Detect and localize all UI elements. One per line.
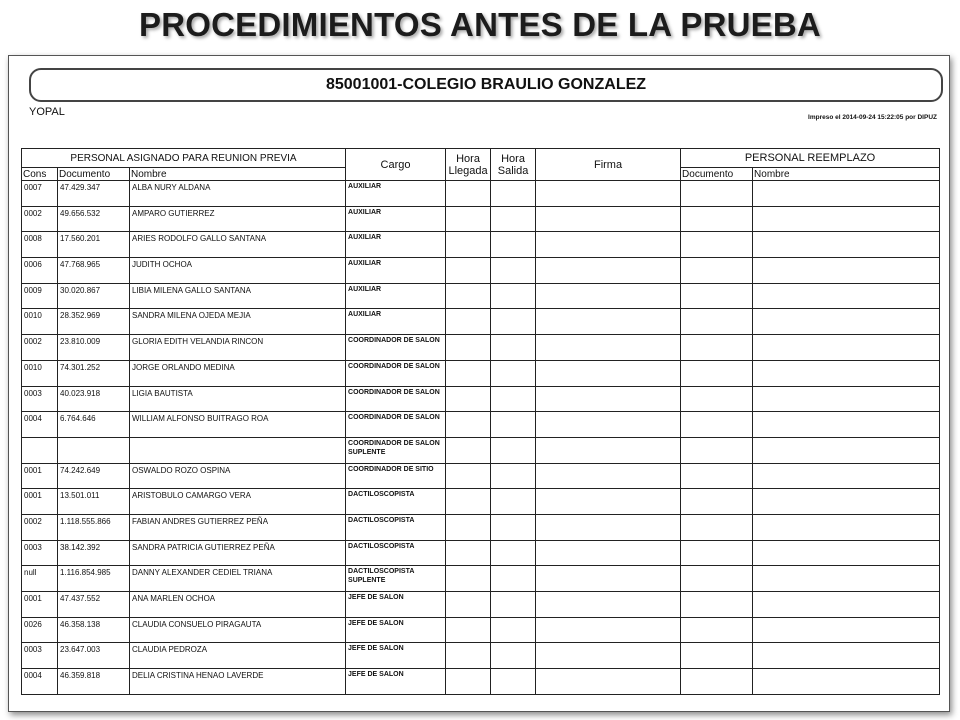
row-hora-salida [491, 463, 536, 489]
row-reemplazo-documento [681, 463, 753, 489]
row-reemplazo-nombre [753, 386, 940, 412]
row-firma [536, 232, 681, 258]
row-cons: 0010 [22, 309, 58, 335]
row-documento [58, 437, 130, 463]
row-cons: 0003 [22, 643, 58, 669]
school-name: 85001001-COLEGIO BRAULIO GONZALEZ [29, 68, 943, 102]
row-reemplazo-documento [681, 206, 753, 232]
row-firma [536, 669, 681, 695]
table-row [22, 412, 940, 438]
group-assigned-header: PERSONAL ASIGNADO PARA REUNION PREVIA [22, 149, 346, 168]
row-cons: 0002 [22, 206, 58, 232]
row-reemplazo-nombre [753, 258, 940, 284]
row-cargo: DACTILOSCOPISTA SUPLENTE [346, 566, 446, 592]
row-nombre: CLAUDIA CONSUELO PIRAGAUTA [130, 617, 346, 643]
row-reemplazo-documento [681, 232, 753, 258]
document-scan [8, 55, 950, 712]
table-row [22, 232, 940, 258]
row-nombre [130, 437, 346, 463]
row-hora-llegada [446, 643, 491, 669]
row-hora-salida [491, 514, 536, 540]
row-documento: 47.768.965 [58, 258, 130, 284]
row-hora-salida [491, 643, 536, 669]
cons-header: Cons [22, 168, 58, 181]
row-reemplazo-nombre [753, 643, 940, 669]
row-documento: 17.560.201 [58, 232, 130, 258]
row-cons: 0007 [22, 181, 58, 207]
row-cargo: JEFE DE SALON [346, 643, 446, 669]
row-reemplazo-documento [681, 386, 753, 412]
row-nombre: ARISTOBULO CAMARGO VERA [130, 489, 346, 515]
row-documento: 1.116.854.985 [58, 566, 130, 592]
row-documento: 46.358.138 [58, 617, 130, 643]
row-hora-salida [491, 437, 536, 463]
row-hora-salida [491, 592, 536, 618]
row-nombre: JUDITH OCHOA [130, 258, 346, 284]
table-row [22, 463, 940, 489]
row-reemplazo-documento [681, 360, 753, 386]
row-hora-llegada [446, 566, 491, 592]
row-reemplazo-nombre [753, 566, 940, 592]
row-reemplazo-documento [681, 181, 753, 207]
row-reemplazo-documento [681, 566, 753, 592]
table-row [22, 206, 940, 232]
row-firma [536, 412, 681, 438]
row-reemplazo-documento [681, 335, 753, 361]
row-cargo: COORDINADOR DE SALON [346, 412, 446, 438]
row-cargo: AUXILIAR [346, 283, 446, 309]
row-reemplazo-nombre [753, 540, 940, 566]
row-nombre: OSWALDO ROZO OSPINA [130, 463, 346, 489]
row-hora-llegada [446, 514, 491, 540]
row-reemplazo-documento [681, 309, 753, 335]
row-cargo: AUXILIAR [346, 258, 446, 284]
hora-salida-header: Hora Salida [491, 149, 536, 181]
row-cons [22, 437, 58, 463]
row-firma [536, 360, 681, 386]
row-reemplazo-documento [681, 258, 753, 284]
row-cargo: JEFE DE SALON [346, 617, 446, 643]
row-hora-salida [491, 309, 536, 335]
row-cargo: DACTILOSCOPISTA [346, 514, 446, 540]
row-documento: 23.647.003 [58, 643, 130, 669]
group-replacement-header: PERSONAL REEMPLAZO [681, 149, 940, 168]
row-reemplazo-documento [681, 540, 753, 566]
row-hora-llegada [446, 489, 491, 515]
row-nombre: DELIA CRISTINA HENAO LAVERDE [130, 669, 346, 695]
row-firma [536, 181, 681, 207]
table-row [22, 181, 940, 207]
row-documento: 1.118.555.866 [58, 514, 130, 540]
row-cargo: COORDINADOR DE SALON [346, 360, 446, 386]
table-row [22, 258, 940, 284]
row-cargo: AUXILIAR [346, 309, 446, 335]
row-cons: 0004 [22, 412, 58, 438]
row-firma [536, 437, 681, 463]
row-reemplazo-nombre [753, 309, 940, 335]
table-row [22, 617, 940, 643]
row-cargo: COORDINADOR DE SALON [346, 386, 446, 412]
row-nombre: GLORIA EDITH VELANDIA RINCON [130, 335, 346, 361]
row-reemplazo-nombre [753, 463, 940, 489]
row-hora-llegada [446, 617, 491, 643]
row-cargo: JEFE DE SALON [346, 592, 446, 618]
row-hora-salida [491, 283, 536, 309]
row-hora-salida [491, 566, 536, 592]
row-reemplazo-nombre [753, 669, 940, 695]
row-documento: 30.020.867 [58, 283, 130, 309]
row-hora-salida [491, 258, 536, 284]
row-reemplazo-documento [681, 617, 753, 643]
row-hora-salida [491, 181, 536, 207]
row-reemplazo-nombre [753, 181, 940, 207]
row-nombre: DANNY ALEXANDER CEDIEL TRIANA [130, 566, 346, 592]
row-hora-salida [491, 489, 536, 515]
row-cons: 0006 [22, 258, 58, 284]
table-row [22, 386, 940, 412]
row-cargo: COORDINADOR DE SALON SUPLENTE [346, 437, 446, 463]
row-cons: 0002 [22, 514, 58, 540]
row-firma [536, 617, 681, 643]
row-cargo: AUXILIAR [346, 206, 446, 232]
row-nombre: CLAUDIA PEDROZA [130, 643, 346, 669]
row-documento: 23.810.009 [58, 335, 130, 361]
row-reemplazo-nombre [753, 437, 940, 463]
row-reemplazo-documento [681, 669, 753, 695]
row-cargo: DACTILOSCOPISTA [346, 540, 446, 566]
row-cons: 0026 [22, 617, 58, 643]
reemplazo-nombre-header: Nombre [753, 168, 940, 181]
row-reemplazo-nombre [753, 514, 940, 540]
table-row [22, 360, 940, 386]
row-nombre: JORGE ORLANDO MEDINA [130, 360, 346, 386]
table-row [22, 309, 940, 335]
row-cons: 0001 [22, 489, 58, 515]
row-firma [536, 463, 681, 489]
table-row [22, 566, 940, 592]
documento-header: Documento [58, 168, 130, 181]
row-hora-llegada [446, 386, 491, 412]
row-reemplazo-documento [681, 643, 753, 669]
row-reemplazo-nombre [753, 283, 940, 309]
table-row [22, 643, 940, 669]
table-row [22, 669, 940, 695]
row-nombre: WILLIAM ALFONSO BUITRAGO ROA [130, 412, 346, 438]
row-reemplazo-nombre [753, 592, 940, 618]
row-reemplazo-documento [681, 283, 753, 309]
row-cons: null [22, 566, 58, 592]
row-hora-llegada [446, 592, 491, 618]
row-cons: 0004 [22, 669, 58, 695]
row-nombre: ARIES RODOLFO GALLO SANTANA [130, 232, 346, 258]
row-documento: 6.764.646 [58, 412, 130, 438]
row-documento: 47.437.552 [58, 592, 130, 618]
hora-llegada-header: Hora Llegada [446, 149, 491, 181]
row-nombre: FABIAN ANDRES GUTIERREZ PEÑA [130, 514, 346, 540]
row-hora-salida [491, 360, 536, 386]
table-row [22, 489, 940, 515]
row-documento: 28.352.969 [58, 309, 130, 335]
row-documento: 47.429.347 [58, 181, 130, 207]
row-firma [536, 566, 681, 592]
row-hora-llegada [446, 258, 491, 284]
row-cargo: DACTILOSCOPISTA [346, 489, 446, 515]
row-cargo: AUXILIAR [346, 232, 446, 258]
row-reemplazo-nombre [753, 617, 940, 643]
row-documento: 46.359.818 [58, 669, 130, 695]
table-row [22, 283, 940, 309]
row-reemplazo-nombre [753, 360, 940, 386]
row-cargo: COORDINADOR DE SALON [346, 335, 446, 361]
row-reemplazo-nombre [753, 232, 940, 258]
row-reemplazo-documento [681, 489, 753, 515]
city-label: YOPAL [29, 106, 65, 118]
row-cargo: JEFE DE SALON [346, 669, 446, 695]
row-hora-llegada [446, 232, 491, 258]
row-firma [536, 258, 681, 284]
row-cons: 0008 [22, 232, 58, 258]
row-hora-llegada [446, 360, 491, 386]
row-hora-salida [491, 206, 536, 232]
row-firma [536, 309, 681, 335]
cargo-header: Cargo [346, 149, 446, 181]
row-firma [536, 386, 681, 412]
row-firma [536, 514, 681, 540]
row-hora-llegada [446, 669, 491, 695]
row-hora-salida [491, 386, 536, 412]
row-cons: 0001 [22, 592, 58, 618]
table-row [22, 540, 940, 566]
row-firma [536, 283, 681, 309]
row-hora-salida [491, 232, 536, 258]
staff-table [21, 148, 940, 695]
row-cons: 0001 [22, 463, 58, 489]
table-row [22, 592, 940, 618]
row-hora-llegada [446, 335, 491, 361]
row-documento: 13.501.011 [58, 489, 130, 515]
table-row [22, 437, 940, 463]
row-cons: 0009 [22, 283, 58, 309]
row-hora-llegada [446, 540, 491, 566]
table-row [22, 514, 940, 540]
row-reemplazo-nombre [753, 412, 940, 438]
row-documento: 74.301.252 [58, 360, 130, 386]
row-firma [536, 643, 681, 669]
row-nombre: SANDRA MILENA OJEDA MEJIA [130, 309, 346, 335]
table-row [22, 335, 940, 361]
row-hora-salida [491, 617, 536, 643]
row-firma [536, 206, 681, 232]
row-firma [536, 540, 681, 566]
row-nombre: AMPARO GUTIERREZ [130, 206, 346, 232]
row-nombre: ALBA NURY ALDANA [130, 181, 346, 207]
row-nombre: LIGIA BAUTISTA [130, 386, 346, 412]
row-hora-llegada [446, 181, 491, 207]
row-nombre: SANDRA PATRICIA GUTIERREZ PEÑA [130, 540, 346, 566]
row-hora-llegada [446, 309, 491, 335]
row-reemplazo-documento [681, 592, 753, 618]
row-hora-llegada [446, 463, 491, 489]
row-hora-llegada [446, 206, 491, 232]
row-hora-llegada [446, 437, 491, 463]
print-stamp: Impreso el 2014-09-24 15:22:05 por DIPUZ [808, 114, 937, 121]
nombre-header: Nombre [130, 168, 346, 181]
row-reemplazo-nombre [753, 206, 940, 232]
row-cargo: AUXILIAR [346, 181, 446, 207]
row-hora-llegada [446, 412, 491, 438]
row-hora-salida [491, 669, 536, 695]
reemplazo-documento-header: Documento [681, 168, 753, 181]
row-reemplazo-documento [681, 514, 753, 540]
slide-title: PROCEDIMIENTOS ANTES DE LA PRUEBA [139, 6, 821, 43]
row-reemplazo-nombre [753, 489, 940, 515]
row-firma [536, 335, 681, 361]
row-cargo: COORDINADOR DE SITIO [346, 463, 446, 489]
row-reemplazo-documento [681, 437, 753, 463]
row-documento: 40.023.918 [58, 386, 130, 412]
row-hora-salida [491, 412, 536, 438]
row-cons: 0003 [22, 540, 58, 566]
row-hora-salida [491, 540, 536, 566]
firma-header: Firma [536, 149, 681, 181]
row-firma [536, 592, 681, 618]
row-cons: 0010 [22, 360, 58, 386]
row-nombre: LIBIA MILENA GALLO SANTANA [130, 283, 346, 309]
row-reemplazo-nombre [753, 335, 940, 361]
row-cons: 0002 [22, 335, 58, 361]
row-documento: 74.242.649 [58, 463, 130, 489]
row-hora-llegada [446, 283, 491, 309]
row-documento: 49.656.532 [58, 206, 130, 232]
row-documento: 38.142.392 [58, 540, 130, 566]
row-reemplazo-documento [681, 412, 753, 438]
row-hora-salida [491, 335, 536, 361]
row-firma [536, 489, 681, 515]
row-nombre: ANA MARLEN OCHOA [130, 592, 346, 618]
row-cons: 0003 [22, 386, 58, 412]
